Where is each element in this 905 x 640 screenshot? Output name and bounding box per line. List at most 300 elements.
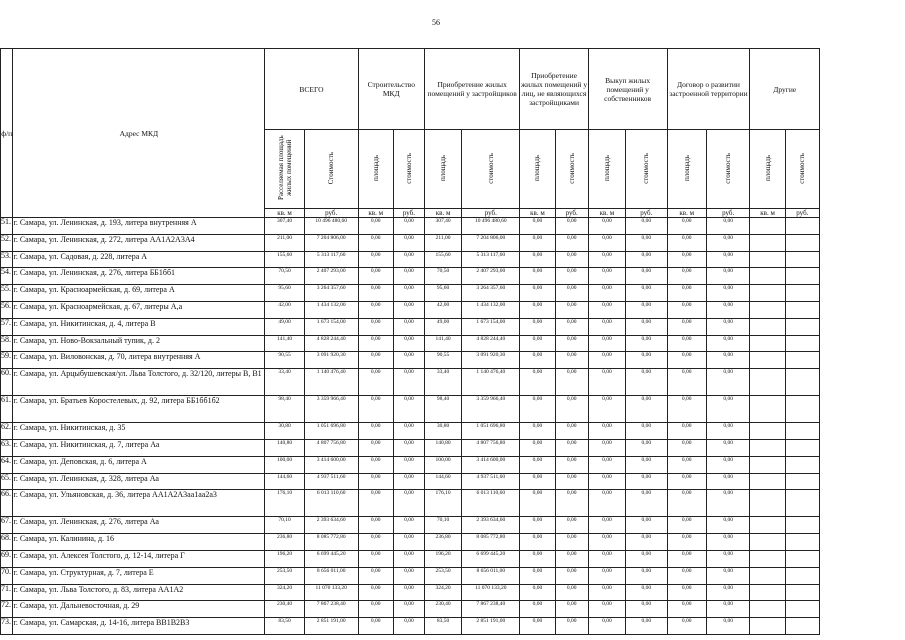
row-value: 3 414 600,00 — [462, 456, 520, 473]
row-value: 0,00 — [706, 335, 750, 352]
row-value: 0,00 — [520, 517, 555, 534]
header-address: Адрес МКД — [13, 49, 265, 218]
row-value: 0,00 — [588, 584, 625, 601]
row-value: 0,00 — [706, 318, 750, 335]
row-value: 0,00 — [393, 567, 424, 584]
row-value: 236,80 — [265, 534, 304, 551]
row-value: 0,00 — [706, 473, 750, 490]
table-row — [1, 352, 820, 369]
row-value: 0,00 — [555, 439, 588, 456]
header-group-construction: Строительство МКД — [358, 49, 424, 130]
row-address: г. Самара, ул. Никитинская, д. 7, литера Аа — [13, 439, 265, 456]
row-value: 0,00 — [393, 285, 424, 302]
row-value — [785, 423, 819, 440]
row-value: 0,00 — [626, 490, 667, 517]
row-value: 0,00 — [588, 285, 625, 302]
row-value: 0,00 — [358, 534, 393, 551]
row-value: 0,00 — [667, 285, 706, 302]
row-address: г. Самара, ул. Никитинская, д. 35 — [13, 423, 265, 440]
row-value: 0,00 — [706, 301, 750, 318]
row-address: г. Самара, ул. Ленинская, д. 193, литера внутренняя А — [13, 218, 265, 235]
row-number: 63. — [1, 439, 13, 456]
row-value: 0,00 — [706, 618, 750, 635]
row-value: 0,00 — [706, 423, 750, 440]
row-value: 0,00 — [667, 251, 706, 268]
unit-label: руб. — [462, 209, 520, 218]
row-value: 33,40 — [424, 369, 461, 396]
table-row — [1, 218, 820, 235]
subheader: Расселяемая площадь жилых помещений — [265, 130, 304, 209]
row-value: 83,50 — [424, 618, 461, 635]
header-group-total: ВСЕГО — [265, 49, 358, 130]
row-value: 0,00 — [555, 335, 588, 352]
row-value — [785, 301, 819, 318]
row-value: 0,00 — [393, 456, 424, 473]
page-number: 56 — [432, 18, 440, 27]
row-value: 0,00 — [520, 268, 555, 285]
row-value: 0,00 — [555, 268, 588, 285]
subheader: площадь — [424, 130, 461, 209]
row-value — [750, 517, 785, 534]
row-value: 0,00 — [626, 318, 667, 335]
row-number: 68. — [1, 534, 13, 551]
row-value: 0,00 — [358, 601, 393, 618]
row-value: 0,00 — [555, 396, 588, 423]
row-value — [750, 473, 785, 490]
row-value: 0,00 — [393, 335, 424, 352]
row-value: 0,00 — [588, 396, 625, 423]
row-value: 0,00 — [706, 369, 750, 396]
row-address: г. Самара, ул. Ленинская, д. 272, литера АА1А2А3А4 — [13, 234, 265, 251]
row-value: 0,00 — [667, 234, 706, 251]
row-value: 0,00 — [393, 396, 424, 423]
row-value: 0,00 — [555, 618, 588, 635]
row-value: 1 673 154,00 — [304, 318, 358, 335]
row-value: 11 070 133,20 — [304, 584, 358, 601]
row-value: 141,40 — [424, 335, 461, 352]
subheader: Стоимость — [304, 130, 358, 209]
row-value: 0,00 — [626, 218, 667, 235]
header-num: ф/п — [1, 49, 13, 218]
row-value: 3 091 920,30 — [462, 352, 520, 369]
row-address: г. Самара, ул. Садовая, д. 228, литера А — [13, 251, 265, 268]
row-value: 0,00 — [588, 534, 625, 551]
row-value: 176,10 — [265, 490, 304, 517]
row-address: г. Самара, ул. Деповская, д. 6, литера А — [13, 456, 265, 473]
row-value: 0,00 — [520, 218, 555, 235]
row-value: 0,00 — [626, 618, 667, 635]
subheader: площадь — [358, 130, 393, 209]
row-value: 90,55 — [424, 352, 461, 369]
row-number: 58. — [1, 335, 13, 352]
row-value: 0,00 — [358, 301, 393, 318]
row-value: 0,00 — [358, 234, 393, 251]
row-value: 0,00 — [588, 567, 625, 584]
row-value: 196,20 — [265, 550, 304, 567]
row-value: 0,00 — [588, 618, 625, 635]
row-value: 0,00 — [555, 550, 588, 567]
row-value: 230,40 — [424, 601, 461, 618]
row-value: 0,00 — [667, 550, 706, 567]
row-value: 0,00 — [706, 268, 750, 285]
row-value: 0,00 — [520, 285, 555, 302]
row-value: 0,00 — [358, 473, 393, 490]
row-value: 0,00 — [520, 584, 555, 601]
row-value: 0,00 — [588, 550, 625, 567]
row-number: 65. — [1, 473, 13, 490]
row-value: 3 264 357,60 — [462, 285, 520, 302]
row-value: 0,00 — [706, 251, 750, 268]
table-row — [1, 618, 820, 635]
row-value — [785, 473, 819, 490]
row-value: 0,00 — [393, 550, 424, 567]
row-value — [785, 396, 819, 423]
row-value: 0,00 — [358, 490, 393, 517]
row-value: 0,00 — [588, 301, 625, 318]
row-value: 0,00 — [393, 301, 424, 318]
row-number: 62. — [1, 423, 13, 440]
row-address: г. Самара, ул. Ленинская, д. 276, литера ББ1бб1 — [13, 268, 265, 285]
unit-label: руб. — [393, 209, 424, 218]
row-value: 2 407 293,00 — [304, 268, 358, 285]
row-value: 98,40 — [265, 396, 304, 423]
table-row — [1, 335, 820, 352]
row-value — [750, 218, 785, 235]
table-row — [1, 490, 820, 517]
table-row — [1, 268, 820, 285]
row-value: 0,00 — [626, 268, 667, 285]
row-address: г. Самара, ул. Никитинская, д. 4, литера В — [13, 318, 265, 335]
header-group-purchase-developers: Приобретение жилых помещений у застройщиков — [424, 49, 519, 130]
row-value: 324,20 — [424, 584, 461, 601]
row-value: 0,00 — [667, 423, 706, 440]
row-value: 0,00 — [520, 439, 555, 456]
row-value — [785, 352, 819, 369]
row-value: 10 496 480,60 — [462, 218, 520, 235]
row-value: 0,00 — [706, 567, 750, 584]
row-value: 0,00 — [588, 517, 625, 534]
row-value: 0,00 — [667, 352, 706, 369]
row-value: 0,00 — [706, 439, 750, 456]
row-value: 4 807 756,80 — [304, 439, 358, 456]
subheader: стоимость — [706, 130, 750, 209]
row-value: 0,00 — [520, 335, 555, 352]
row-address: г. Самара, ул. Виловонская, д. 70, литера внутренняя А — [13, 352, 265, 369]
subheader: площадь — [667, 130, 706, 209]
row-value: 0,00 — [588, 473, 625, 490]
row-value: 0,00 — [667, 218, 706, 235]
row-value — [750, 396, 785, 423]
row-value: 0,00 — [555, 218, 588, 235]
table-row — [1, 251, 820, 268]
row-value: 0,00 — [520, 567, 555, 584]
row-number: 70. — [1, 567, 13, 584]
row-value — [785, 318, 819, 335]
row-value: 0,00 — [706, 550, 750, 567]
row-value — [750, 584, 785, 601]
row-value: 0,00 — [555, 369, 588, 396]
row-value: 0,00 — [626, 335, 667, 352]
table-row — [1, 369, 820, 396]
row-value: 0,00 — [358, 584, 393, 601]
row-value: 4 807 756,80 — [462, 439, 520, 456]
row-value: 0,00 — [667, 439, 706, 456]
unit-label: кв. м — [265, 209, 304, 218]
row-value: 4 937 511,60 — [462, 473, 520, 490]
row-value — [750, 618, 785, 635]
row-value: 0,00 — [358, 352, 393, 369]
unit-label: кв. м — [358, 209, 393, 218]
row-value: 6 013 110,60 — [462, 490, 520, 517]
table-row — [1, 396, 820, 423]
row-value: 6 013 110,60 — [304, 490, 358, 517]
row-value: 0,00 — [520, 534, 555, 551]
row-value: 0,00 — [588, 234, 625, 251]
row-value: 141,40 — [265, 335, 304, 352]
row-value: 176,10 — [424, 490, 461, 517]
row-value: 0,00 — [555, 456, 588, 473]
row-value: 0,00 — [555, 490, 588, 517]
row-value: 0,00 — [667, 517, 706, 534]
row-value: 0,00 — [588, 369, 625, 396]
row-value: 0,00 — [555, 584, 588, 601]
row-value — [750, 490, 785, 517]
row-value: 0,00 — [588, 218, 625, 235]
table-row — [1, 601, 820, 618]
row-number: 51. — [1, 218, 13, 235]
row-number: 66. — [1, 490, 13, 517]
row-value: 8 085 772,80 — [462, 534, 520, 551]
header-group-purchase-non-developers: Приобретение жилых помещений у лиц, не являющихся застройщиками — [520, 49, 588, 130]
row-address: г. Самара, ул. Структурная, д. 7, литера Е — [13, 567, 265, 584]
row-value — [785, 550, 819, 567]
row-value: 211,00 — [265, 234, 304, 251]
row-value: 0,00 — [358, 550, 393, 567]
row-number: 64. — [1, 456, 13, 473]
row-value: 0,00 — [706, 584, 750, 601]
row-value: 33,40 — [265, 369, 304, 396]
row-value: 230,40 — [265, 601, 304, 618]
row-value: 42,00 — [424, 301, 461, 318]
row-value: 307,40 — [424, 218, 461, 235]
row-value: 0,00 — [393, 584, 424, 601]
row-value: 0,00 — [667, 456, 706, 473]
row-value — [750, 301, 785, 318]
subheader: стоимость — [462, 130, 520, 209]
unit-label: руб. — [785, 209, 819, 218]
row-value: 8 656 011,00 — [462, 567, 520, 584]
table-row — [1, 534, 820, 551]
row-value: 0,00 — [667, 567, 706, 584]
row-value: 2 407 293,00 — [462, 268, 520, 285]
row-number: 71. — [1, 584, 13, 601]
table-row — [1, 567, 820, 584]
row-address: г. Самара, ул. Ленинская, д. 328, литера Аа — [13, 473, 265, 490]
row-value: 11 070 133,20 — [462, 584, 520, 601]
row-value: 0,00 — [667, 369, 706, 396]
row-value: 0,00 — [393, 473, 424, 490]
row-value: 2 851 191,00 — [462, 618, 520, 635]
row-value — [785, 601, 819, 618]
unit-label: кв. м — [520, 209, 555, 218]
subheader: стоимость — [393, 130, 424, 209]
row-value: 0,00 — [706, 234, 750, 251]
row-value: 196,20 — [424, 550, 461, 567]
row-value: 0,00 — [393, 318, 424, 335]
row-value: 0,00 — [706, 601, 750, 618]
row-value: 0,00 — [520, 301, 555, 318]
row-value: 0,00 — [706, 456, 750, 473]
row-value — [750, 335, 785, 352]
row-value: 70,50 — [265, 268, 304, 285]
row-value: 0,00 — [393, 268, 424, 285]
row-value: 7 867 238,40 — [462, 601, 520, 618]
row-value: 0,00 — [555, 251, 588, 268]
row-value: 3 414 600,00 — [304, 456, 358, 473]
row-value: 98,40 — [424, 396, 461, 423]
row-value — [785, 439, 819, 456]
row-value: 0,00 — [358, 285, 393, 302]
row-value: 0,00 — [626, 517, 667, 534]
row-value: 0,00 — [667, 473, 706, 490]
row-value: 0,00 — [393, 234, 424, 251]
row-value: 0,00 — [358, 318, 393, 335]
row-value: 70,10 — [265, 517, 304, 534]
row-value: 0,00 — [626, 550, 667, 567]
unit-label: кв. м — [750, 209, 785, 218]
row-value: 0,00 — [555, 318, 588, 335]
row-value: 0,00 — [555, 352, 588, 369]
row-value: 0,00 — [358, 396, 393, 423]
row-value: 253,50 — [424, 567, 461, 584]
row-value: 0,00 — [393, 517, 424, 534]
table-row — [1, 584, 820, 601]
row-value: 0,00 — [588, 352, 625, 369]
row-number: 59. — [1, 352, 13, 369]
row-value: 30,80 — [265, 423, 304, 440]
subheader: стоимость — [785, 130, 819, 209]
row-value: 0,00 — [626, 301, 667, 318]
row-value: 8 085 772,80 — [304, 534, 358, 551]
row-value: 2 393 634,60 — [462, 517, 520, 534]
row-value: 0,00 — [555, 567, 588, 584]
row-value: 0,00 — [358, 218, 393, 235]
row-value: 7 204 806,00 — [462, 234, 520, 251]
row-value: 0,00 — [555, 473, 588, 490]
row-value: 0,00 — [393, 218, 424, 235]
row-value: 0,00 — [520, 618, 555, 635]
row-value: 100,00 — [424, 456, 461, 473]
row-value: 0,00 — [520, 318, 555, 335]
row-value: 0,00 — [358, 567, 393, 584]
row-value: 1 140 476,40 — [462, 369, 520, 396]
row-value: 211,00 — [424, 234, 461, 251]
row-value: 70,10 — [424, 517, 461, 534]
row-value: 1 140 476,40 — [304, 369, 358, 396]
row-value: 0,00 — [626, 423, 667, 440]
row-value: 0,00 — [667, 335, 706, 352]
row-value: 6 699 445,20 — [462, 550, 520, 567]
row-value — [785, 490, 819, 517]
row-value: 0,00 — [520, 352, 555, 369]
row-value — [785, 517, 819, 534]
row-value: 1 051 696,80 — [462, 423, 520, 440]
table-row — [1, 285, 820, 302]
row-value: 0,00 — [626, 369, 667, 396]
row-value: 3 264 357,60 — [304, 285, 358, 302]
row-value: 0,00 — [588, 490, 625, 517]
row-value: 155,60 — [265, 251, 304, 268]
row-number: 72. — [1, 601, 13, 618]
row-number: 73. — [1, 618, 13, 635]
row-value: 253,50 — [265, 567, 304, 584]
row-value: 0,00 — [626, 567, 667, 584]
row-value — [750, 601, 785, 618]
row-number: 55. — [1, 285, 13, 302]
row-value: 0,00 — [588, 268, 625, 285]
unit-label: руб. — [555, 209, 588, 218]
row-value: 144,60 — [424, 473, 461, 490]
row-value: 5 313 117,60 — [304, 251, 358, 268]
subheader: стоимость — [626, 130, 667, 209]
row-number: 54. — [1, 268, 13, 285]
row-value: 144,60 — [265, 473, 304, 490]
row-value: 0,00 — [520, 601, 555, 618]
row-number: 60. — [1, 369, 13, 396]
row-value: 4 828 244,40 — [304, 335, 358, 352]
row-number: 53. — [1, 251, 13, 268]
row-value: 0,00 — [393, 369, 424, 396]
row-value — [785, 456, 819, 473]
row-value: 236,80 — [424, 534, 461, 551]
row-value: 0,00 — [555, 285, 588, 302]
row-value: 0,00 — [358, 517, 393, 534]
row-value: 0,00 — [706, 490, 750, 517]
row-value: 0,00 — [555, 601, 588, 618]
row-value: 49,00 — [424, 318, 461, 335]
row-value: 0,00 — [667, 301, 706, 318]
housing-table — [0, 48, 820, 635]
header-group-buyout-owners: Выкуп жилых помещений у собственников — [588, 49, 667, 130]
row-value: 0,00 — [706, 517, 750, 534]
row-number: 67. — [1, 517, 13, 534]
row-value: 0,00 — [358, 439, 393, 456]
row-value: 5 313 117,60 — [462, 251, 520, 268]
header-group-other: Другие — [750, 49, 820, 130]
row-value: 155,60 — [424, 251, 461, 268]
row-value — [785, 618, 819, 635]
row-value: 0,00 — [626, 251, 667, 268]
row-value — [750, 234, 785, 251]
row-value: 0,00 — [520, 251, 555, 268]
table-row — [1, 318, 820, 335]
row-value: 0,00 — [706, 534, 750, 551]
row-value: 0,00 — [520, 369, 555, 396]
row-value: 83,50 — [265, 618, 304, 635]
row-value — [785, 534, 819, 551]
row-value: 0,00 — [520, 234, 555, 251]
subheader: стоимость — [555, 130, 588, 209]
row-value: 307,40 — [265, 218, 304, 235]
row-address: г. Самара, ул. Ленинская, д. 276, литера Аа — [13, 517, 265, 534]
row-value: 0,00 — [555, 517, 588, 534]
row-value: 1 673 154,00 — [462, 318, 520, 335]
row-number: 69. — [1, 550, 13, 567]
row-value — [750, 369, 785, 396]
row-value: 0,00 — [555, 534, 588, 551]
row-value: 0,00 — [520, 550, 555, 567]
row-value — [785, 234, 819, 251]
